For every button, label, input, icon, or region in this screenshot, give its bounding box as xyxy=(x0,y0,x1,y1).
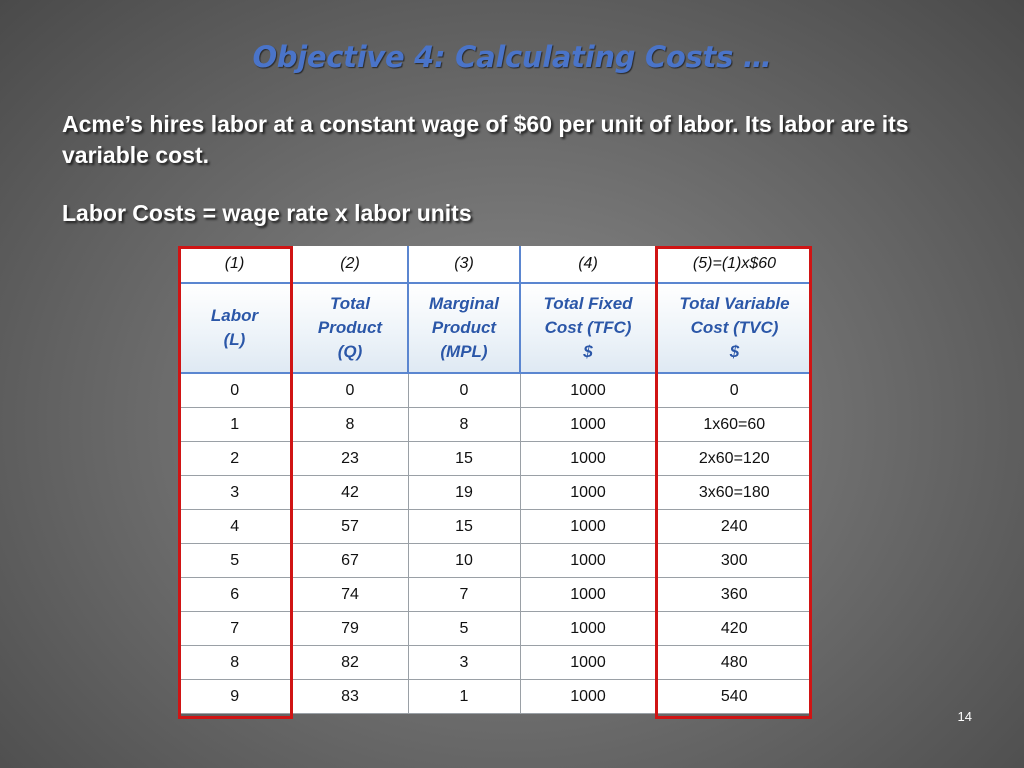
header-line: Product xyxy=(431,318,497,337)
cell-tvc: 480 xyxy=(656,646,812,680)
table-row xyxy=(178,680,812,714)
cell-labor: 4 xyxy=(178,510,292,544)
table-row xyxy=(178,442,812,476)
cell-tvc: 540 xyxy=(656,680,812,714)
cell-marginal-product: 8 xyxy=(408,408,520,442)
cell-marginal-product: 0 xyxy=(408,373,520,408)
cell-tvc: 240 xyxy=(656,510,812,544)
header-line: Cost (TFC) xyxy=(544,318,632,337)
header-line: Total Fixed xyxy=(543,294,633,313)
table-row xyxy=(178,646,812,680)
cell-labor: 1 xyxy=(178,408,292,442)
cell-tvc: 360 xyxy=(656,578,812,612)
cell-marginal-product: 1 xyxy=(408,680,520,714)
cell-marginal-product: 7 xyxy=(408,578,520,612)
table-row xyxy=(178,476,812,510)
header-line: Marginal xyxy=(429,294,499,313)
cell-labor: 9 xyxy=(178,680,292,714)
table-row xyxy=(178,510,812,544)
table-row xyxy=(178,612,812,646)
cell-tfc: 1000 xyxy=(520,510,656,544)
cell-labor: 2 xyxy=(178,442,292,476)
cell-tfc: 1000 xyxy=(520,373,656,408)
column-number: (5)=(1)x$60 xyxy=(656,246,812,283)
cell-labor: 5 xyxy=(178,544,292,578)
header-line: $ xyxy=(583,342,593,361)
cell-labor: 6 xyxy=(178,578,292,612)
cell-tfc: 1000 xyxy=(520,680,656,714)
header-labor xyxy=(178,283,292,373)
header-line: (Q) xyxy=(337,342,363,361)
intro-paragraph: Acme’s hires labor at a constant wage of $60 per unit of labor. Its labor are its variable cost. xyxy=(62,111,909,168)
cell-tfc: 1000 xyxy=(520,476,656,510)
cell-total-product: 23 xyxy=(292,442,408,476)
header-line: Total Variable xyxy=(679,294,790,313)
cell-tfc: 1000 xyxy=(520,408,656,442)
cell-total-product: 67 xyxy=(292,544,408,578)
cell-marginal-product: 3 xyxy=(408,646,520,680)
cell-total-product: 82 xyxy=(292,646,408,680)
cell-total-product: 8 xyxy=(292,408,408,442)
column-number: (1) xyxy=(178,246,292,283)
cell-tvc: 0 xyxy=(656,373,812,408)
table-row xyxy=(178,408,812,442)
header-line: Total xyxy=(330,294,370,313)
header-line: Cost (TVC) xyxy=(690,318,779,337)
header-line: Labor xyxy=(210,306,259,325)
header-line: Product xyxy=(317,318,383,337)
cell-labor: 3 xyxy=(178,476,292,510)
formula-text: Labor Costs = wage rate x labor units xyxy=(62,200,472,226)
cell-tfc: 1000 xyxy=(520,646,656,680)
column-number: (3) xyxy=(408,246,520,283)
cell-tfc: 1000 xyxy=(520,578,656,612)
cell-tvc: 3x60=180 xyxy=(656,476,812,510)
cost-table xyxy=(178,246,812,714)
header-line: (L) xyxy=(223,330,246,349)
cell-marginal-product: 15 xyxy=(408,442,520,476)
cell-total-product: 0 xyxy=(292,373,408,408)
header-total-product xyxy=(292,283,408,373)
cell-marginal-product: 5 xyxy=(408,612,520,646)
cell-total-product: 57 xyxy=(292,510,408,544)
header-total-fixed-cost xyxy=(520,283,656,373)
cell-tvc: 2x60=120 xyxy=(656,442,812,476)
column-number: (4) xyxy=(520,246,656,283)
cell-total-product: 74 xyxy=(292,578,408,612)
cell-tfc: 1000 xyxy=(520,612,656,646)
column-header-row xyxy=(178,283,812,373)
cell-tvc: 1x60=60 xyxy=(656,408,812,442)
table-row xyxy=(178,544,812,578)
slide-title: Objective 4: Calculating Costs … xyxy=(252,40,772,74)
cell-total-product: 79 xyxy=(292,612,408,646)
header-marginal-product xyxy=(408,283,520,373)
cell-tfc: 1000 xyxy=(520,544,656,578)
column-number: (2) xyxy=(292,246,408,283)
cell-tvc: 420 xyxy=(656,612,812,646)
cell-marginal-product: 19 xyxy=(408,476,520,510)
cell-tvc: 300 xyxy=(656,544,812,578)
cell-labor: 0 xyxy=(178,373,292,408)
cell-marginal-product: 15 xyxy=(408,510,520,544)
header-line: $ xyxy=(729,342,740,361)
cell-marginal-product: 10 xyxy=(408,544,520,578)
cell-total-product: 83 xyxy=(292,680,408,714)
cell-tfc: 1000 xyxy=(520,442,656,476)
cell-labor: 7 xyxy=(178,612,292,646)
page-number: 14 xyxy=(957,709,972,724)
header-line: (MPL) xyxy=(440,342,488,361)
column-number-row xyxy=(178,246,812,283)
table-row xyxy=(178,373,812,408)
header-total-variable-cost xyxy=(656,283,812,373)
cell-total-product: 42 xyxy=(292,476,408,510)
cell-labor: 8 xyxy=(178,646,292,680)
table-row xyxy=(178,578,812,612)
